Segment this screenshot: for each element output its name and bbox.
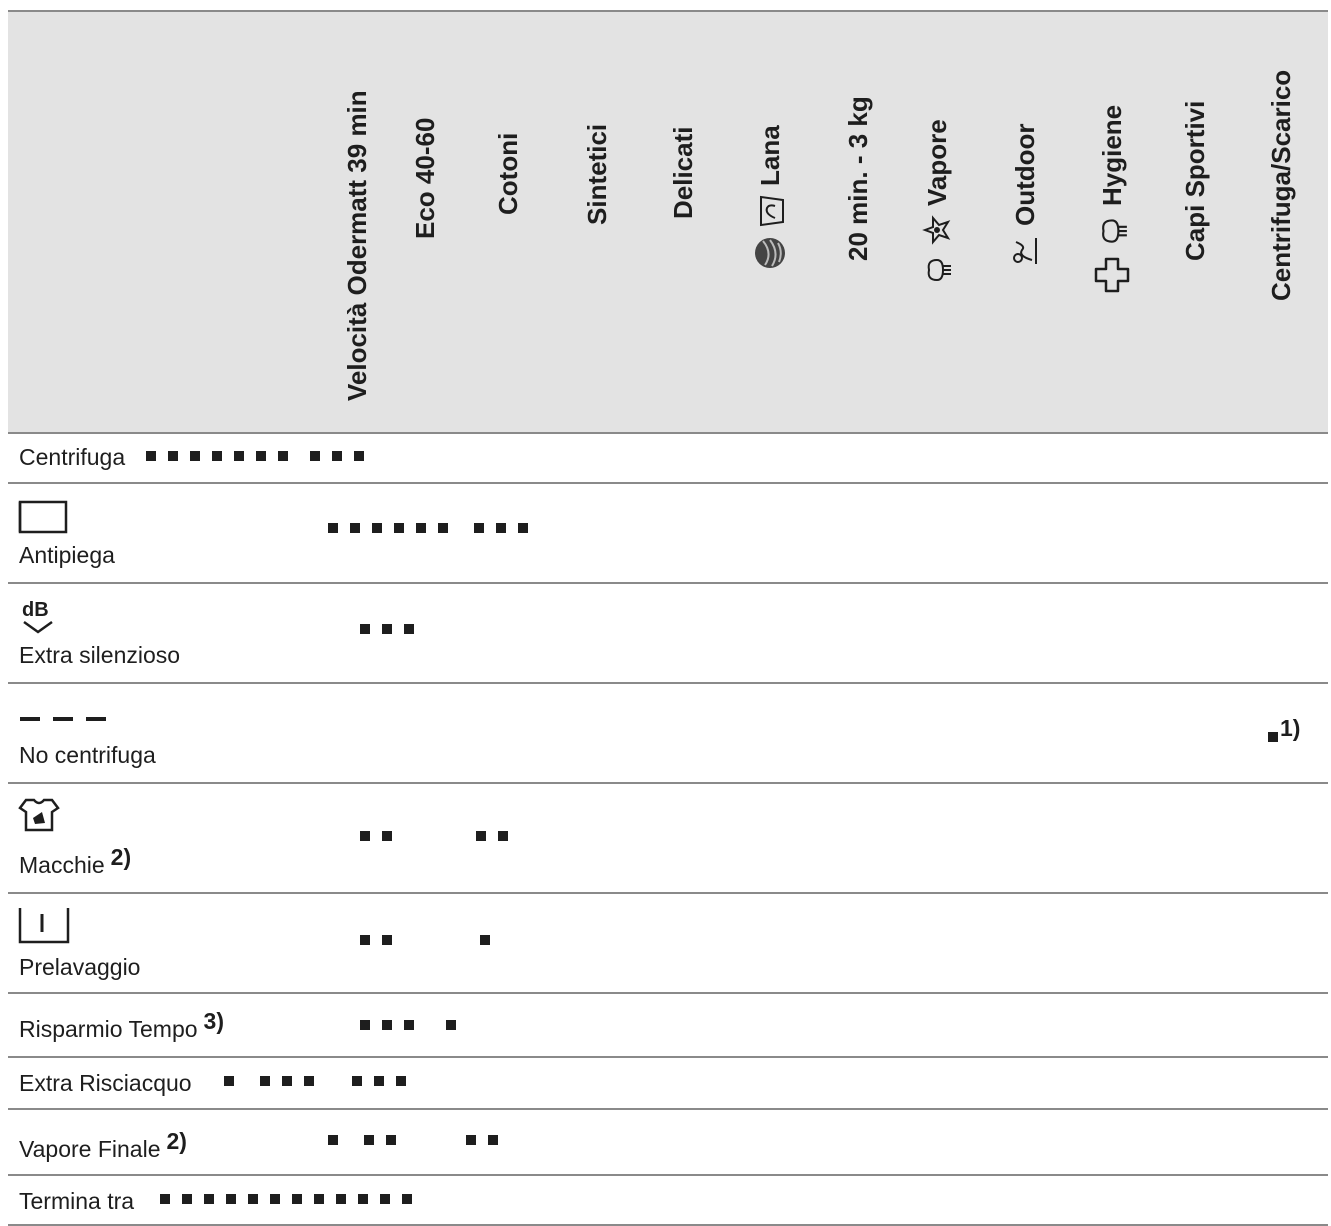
svg-text:dB: dB xyxy=(22,599,49,621)
row-marks xyxy=(1268,732,1280,742)
column-label: Eco 40-60 xyxy=(410,117,440,239)
row-marks xyxy=(360,624,426,634)
footnote-marker: 2) xyxy=(166,1128,187,1154)
mark-dot xyxy=(304,1076,314,1086)
mark-dot xyxy=(354,451,364,461)
mark-dot xyxy=(204,1194,214,1204)
table-row xyxy=(8,894,1328,994)
mark-dot xyxy=(438,523,448,533)
footnote-marker: 3) xyxy=(203,1008,224,1034)
flower-icon xyxy=(921,214,953,246)
mark-dot xyxy=(336,1194,346,1204)
mark-dot xyxy=(372,523,382,533)
row-marks xyxy=(146,451,376,461)
mark-dot xyxy=(224,1076,234,1086)
mark-dot xyxy=(496,523,506,533)
mark-dot xyxy=(396,1076,406,1086)
mark-dot xyxy=(360,935,370,945)
mark-dot xyxy=(1268,732,1278,742)
mark-dot xyxy=(382,1020,392,1030)
column-label: Centrifuga/Scarico xyxy=(1266,69,1296,301)
cross-icon xyxy=(1093,256,1131,294)
table-row xyxy=(8,1110,1328,1176)
row-marks xyxy=(224,1076,418,1086)
mark-dot xyxy=(446,1020,456,1030)
mark-dot xyxy=(382,935,392,945)
row-label xyxy=(19,642,180,669)
column-label: Sintetici xyxy=(582,123,612,225)
mark-dot xyxy=(394,523,404,533)
row-label-text: Extra Risciacquo xyxy=(19,1070,192,1096)
footnote-marker: 2) xyxy=(110,844,132,870)
row-label xyxy=(19,742,156,769)
mark-dot xyxy=(226,1194,236,1204)
row-label xyxy=(19,844,132,879)
mark-dot xyxy=(350,523,360,533)
footnote-marker: 1) xyxy=(1280,715,1301,741)
row-label-text: Macchie xyxy=(19,852,105,878)
mark-dot xyxy=(314,1194,324,1204)
hand-wash-icon xyxy=(753,194,787,228)
mark-dot xyxy=(402,1194,412,1204)
table-row xyxy=(8,1176,1328,1226)
row-marks xyxy=(360,935,502,945)
row-label-text: No centrifuga xyxy=(19,742,156,768)
table-row xyxy=(8,684,1328,784)
mark-dot xyxy=(360,1020,370,1030)
column-label: Capi Sportivi xyxy=(1180,100,1210,261)
row-label xyxy=(19,954,140,981)
mark-dot xyxy=(404,624,414,634)
mark-dot xyxy=(382,624,392,634)
mark-dot xyxy=(270,1194,280,1204)
mark-dot xyxy=(234,451,244,461)
column-label: Cotoni xyxy=(493,132,523,215)
mark-dot xyxy=(160,1194,170,1204)
mark-dot xyxy=(380,1194,390,1204)
row-label-text: Centrifuga xyxy=(19,444,126,470)
mark-dot xyxy=(292,1194,302,1204)
row-label-text: Extra silenzioso xyxy=(19,642,181,668)
mark-dot xyxy=(358,1194,368,1204)
row-marks xyxy=(328,523,540,533)
mark-dot xyxy=(310,451,320,461)
row-label-text: Prelavaggio xyxy=(19,954,141,980)
table-row xyxy=(8,784,1328,894)
table-row xyxy=(8,1058,1328,1110)
column-label: Delicati xyxy=(668,126,698,219)
column-label: Velocità Odermatt 39 min xyxy=(342,90,372,401)
row-marks xyxy=(328,1135,510,1145)
mark-dot xyxy=(476,831,486,841)
column-label: Hygiene xyxy=(1096,104,1127,206)
mark-dot xyxy=(374,1076,384,1086)
table-row xyxy=(8,584,1328,684)
mark-dot xyxy=(332,451,342,461)
mark-dot xyxy=(352,1076,362,1086)
mark-dot xyxy=(360,624,370,634)
row-marks xyxy=(360,1020,468,1030)
row-label xyxy=(19,1128,187,1163)
stain-icon xyxy=(18,796,60,834)
mark-dot xyxy=(382,831,392,841)
table-row xyxy=(8,432,1328,484)
mark-dot xyxy=(360,831,370,841)
prewash-icon xyxy=(18,906,70,946)
mark-dot xyxy=(168,451,178,461)
column-label: Lana xyxy=(754,125,785,186)
no-spin-icon xyxy=(18,714,110,724)
db-silent-icon xyxy=(18,594,58,636)
mark-dot xyxy=(328,1135,338,1145)
row-label xyxy=(19,444,125,471)
row-label xyxy=(19,542,115,569)
row-marks xyxy=(160,1194,424,1204)
mark-dot xyxy=(212,451,222,461)
mark-dot xyxy=(248,1194,258,1204)
mark-dot xyxy=(190,451,200,461)
mark-dot xyxy=(146,451,156,461)
row-label-text: Risparmio Tempo xyxy=(19,1016,198,1042)
row-label xyxy=(19,1008,224,1043)
mark-dot xyxy=(518,523,528,533)
mark-dot xyxy=(466,1135,476,1145)
table-header xyxy=(8,10,1328,434)
mark-dot xyxy=(260,1076,270,1086)
mark-dot xyxy=(474,523,484,533)
column-label: Outdoor xyxy=(1009,123,1040,226)
outdoor-icon xyxy=(1008,234,1042,268)
wool-ball-icon xyxy=(753,236,787,270)
mark-dot xyxy=(282,1076,292,1086)
steam-icon xyxy=(1095,214,1129,248)
mark-dot xyxy=(182,1194,192,1204)
mark-dot xyxy=(278,451,288,461)
row-label-text: Vapore Finale xyxy=(19,1136,161,1162)
table-row xyxy=(8,994,1328,1058)
row-label xyxy=(19,1188,134,1215)
steam-icon xyxy=(921,254,953,286)
table-row xyxy=(8,484,1328,584)
mark-dot xyxy=(416,523,426,533)
mark-dot xyxy=(386,1135,396,1145)
mark-dot xyxy=(404,1020,414,1030)
row-marks xyxy=(360,831,520,841)
mark-dot xyxy=(328,523,338,533)
mark-dot xyxy=(256,451,266,461)
column-label: Vapore xyxy=(921,119,952,206)
row-label-text: Antipiega xyxy=(19,542,115,568)
mark-dot xyxy=(488,1135,498,1145)
row-label-text: Termina tra xyxy=(19,1188,135,1214)
mark-dot xyxy=(364,1135,374,1145)
row-label xyxy=(19,1070,192,1097)
anti-crease-icon xyxy=(18,498,68,534)
mark-dot xyxy=(498,831,508,841)
mark-dot xyxy=(480,935,490,945)
column-label: 20 min. - 3 kg xyxy=(843,96,873,261)
